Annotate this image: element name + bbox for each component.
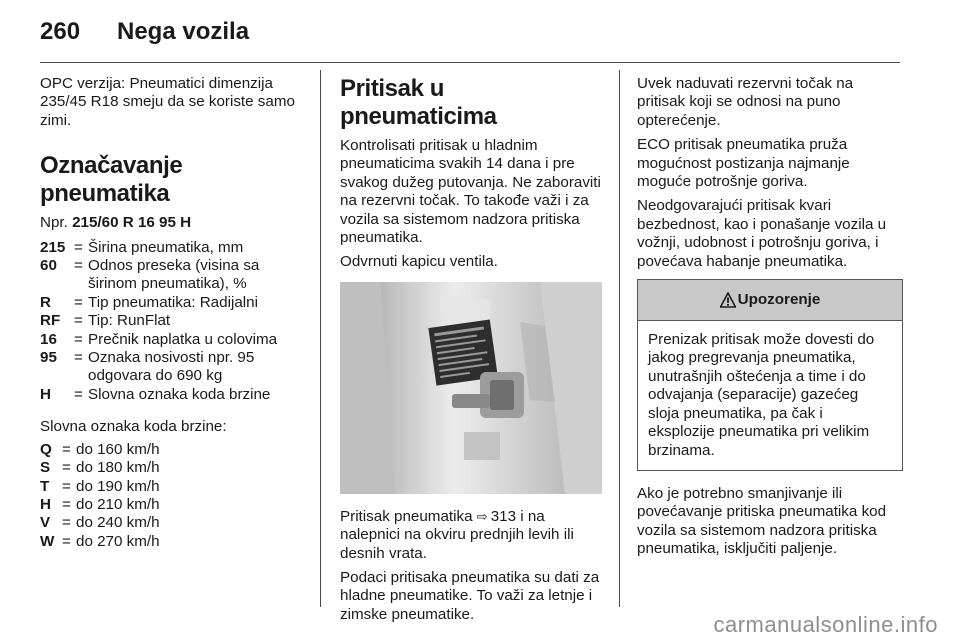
watermark: carmanualsonline.info bbox=[713, 612, 938, 637]
tire-marking-heading: Označavanje pneumatika bbox=[40, 152, 183, 208]
warning-title: Upozorenje bbox=[737, 290, 821, 308]
column-3 bbox=[637, 75, 903, 565]
page-reference-arrow-icon: ⇨ bbox=[476, 508, 488, 524]
definition-row bbox=[40, 441, 308, 459]
pressure-reference-paragraph bbox=[340, 508, 602, 563]
page-reference-link[interactable]: 313 bbox=[490, 507, 517, 525]
definition-row bbox=[40, 478, 308, 496]
definition-row bbox=[40, 331, 308, 349]
definition-eq: = bbox=[62, 514, 71, 532]
definition-value: Širina pneumatika, mm bbox=[88, 238, 244, 256]
column-divider-left bbox=[320, 70, 321, 607]
pressure-ref-text-end: i na nalepnici na okviru prednjih levih ili desnih vrata. bbox=[340, 507, 574, 562]
definition-key: RF bbox=[40, 312, 61, 330]
pressure-ref-text: Pritisak pneumatika bbox=[340, 507, 477, 525]
marking-example bbox=[40, 214, 308, 232]
definition-value: do 160 km/h bbox=[76, 440, 160, 458]
example-code: 215/60 R 16 95 H bbox=[72, 214, 192, 232]
definition-key: Q bbox=[40, 440, 52, 458]
example-prefix: Npr. bbox=[40, 214, 73, 232]
definition-eq: = bbox=[74, 385, 83, 403]
valve-cap-instruction: Odvrnuti kapicu ventila. bbox=[340, 253, 498, 271]
spare-wheel-note: Uvek naduvati rezervni točak na pritisak koji se odnosi na puno opterećenje. bbox=[637, 75, 854, 129]
definition-key: 60 bbox=[40, 257, 57, 275]
pressure-check-paragraph: Kontrolisati pritisak u hladnim pneumaticima svakih 14 dana i pre svakog dužeg putovanja. Ne zaboraviti na rezervni točak. To takođe važi i za vozila sa sistemom nadzora pritiska pneumatika. bbox=[340, 137, 601, 247]
header-divider bbox=[40, 62, 900, 63]
speed-code-list bbox=[40, 441, 308, 551]
definition-eq: = bbox=[74, 349, 83, 367]
pressure-adjust-note: Ako je potrebno smanjivanje ili povećavanje pritiska pneumatika kod vozila sa sistemom nadzora pritiska pneumatika, isključiti paljenje. bbox=[637, 484, 887, 558]
definition-value: Slovna oznaka koda brzine bbox=[88, 385, 271, 403]
door-frame-label-photo bbox=[340, 282, 602, 494]
definition-eq: = bbox=[74, 330, 83, 348]
definition-row bbox=[40, 459, 308, 477]
warning-text: Prenizak pritisak može dovesti do jakog pregrevanja pneumatika, unutrašnjih oštećenja a time i do odvajanja (separacije) gazećeg sloja pneumatika, pa čak i eksplozije pneumatika pri velikim brzinama. bbox=[648, 331, 875, 459]
definition-eq: = bbox=[74, 238, 83, 256]
definition-value: Oznaka nosivosti npr. 95 odgovara do 690 kg bbox=[88, 349, 255, 385]
definition-eq: = bbox=[62, 532, 71, 550]
definition-row bbox=[40, 386, 308, 404]
definition-row bbox=[40, 294, 308, 312]
definition-eq: = bbox=[62, 459, 71, 477]
column-divider-right bbox=[619, 70, 620, 607]
page-title: Nega vozila bbox=[117, 18, 250, 45]
definition-value: do 180 km/h bbox=[76, 459, 160, 477]
definition-value: Tip pneumatika: Radijalni bbox=[88, 293, 258, 311]
definition-value: Tip: RunFlat bbox=[88, 312, 171, 330]
definition-eq: = bbox=[62, 495, 71, 513]
definition-row bbox=[40, 496, 308, 514]
definition-value: do 210 km/h bbox=[76, 495, 160, 513]
definition-row bbox=[40, 349, 308, 386]
page-number: 260 bbox=[40, 18, 81, 45]
definition-key: R bbox=[40, 293, 51, 311]
definition-key: H bbox=[40, 385, 51, 403]
definition-eq: = bbox=[62, 477, 71, 495]
incorrect-pressure-note: Neodgovarajući pritisak kvari bezbednost, kao i ponašanje vozila u vožnji, udobnost i potrošnju goriva, i povećava habanje pneumatika. bbox=[637, 197, 887, 270]
opc-note: OPC verzija: Pneumatici dimenzija 235/45 R18 smeju da se koriste samo zimi. bbox=[40, 75, 295, 129]
definition-key: 95 bbox=[40, 349, 57, 367]
definition-key: 215 bbox=[40, 238, 66, 256]
definition-value: Odnos preseka (visina sa širinom pneumatika), % bbox=[88, 257, 260, 293]
definition-value: do 190 km/h bbox=[76, 477, 160, 495]
definition-key: W bbox=[40, 532, 55, 550]
definition-key: T bbox=[40, 477, 50, 495]
definition-key: V bbox=[40, 514, 51, 532]
definition-eq: = bbox=[62, 440, 71, 458]
definition-eq: = bbox=[74, 293, 83, 311]
definition-row bbox=[40, 312, 308, 330]
warning-header bbox=[638, 280, 902, 321]
definition-row bbox=[40, 533, 308, 551]
eco-pressure-note: ECO pritisak pneumatika pruža mogućnost postizanja najmanje moguće potrošnje goriva. bbox=[637, 136, 850, 191]
definition-row bbox=[40, 239, 308, 257]
tire-pressure-heading: Pritisak u pneumaticima bbox=[340, 75, 497, 130]
definition-row bbox=[40, 257, 308, 294]
definition-eq: = bbox=[74, 312, 83, 330]
definition-row bbox=[40, 514, 308, 532]
cold-tire-note: Podaci pritisaka pneumatika su dati za hladne pneumatike. To važi za letnje i zimske pneumatike. bbox=[340, 569, 600, 623]
warning-triangle-icon bbox=[720, 292, 736, 308]
definition-value: Prečnik naplatka u colovima bbox=[88, 330, 278, 348]
column-2 bbox=[340, 75, 602, 630]
speed-code-intro: Slovna oznaka koda brzine: bbox=[40, 418, 227, 436]
warning-box bbox=[637, 279, 903, 471]
definition-key: 16 bbox=[40, 330, 57, 348]
definition-value: do 270 km/h bbox=[76, 532, 160, 550]
definition-key: S bbox=[40, 459, 51, 477]
definition-key: H bbox=[40, 495, 51, 513]
definition-eq: = bbox=[74, 257, 83, 275]
column-1 bbox=[40, 75, 308, 565]
definition-value: do 240 km/h bbox=[76, 514, 160, 532]
marking-definitions bbox=[40, 239, 308, 405]
